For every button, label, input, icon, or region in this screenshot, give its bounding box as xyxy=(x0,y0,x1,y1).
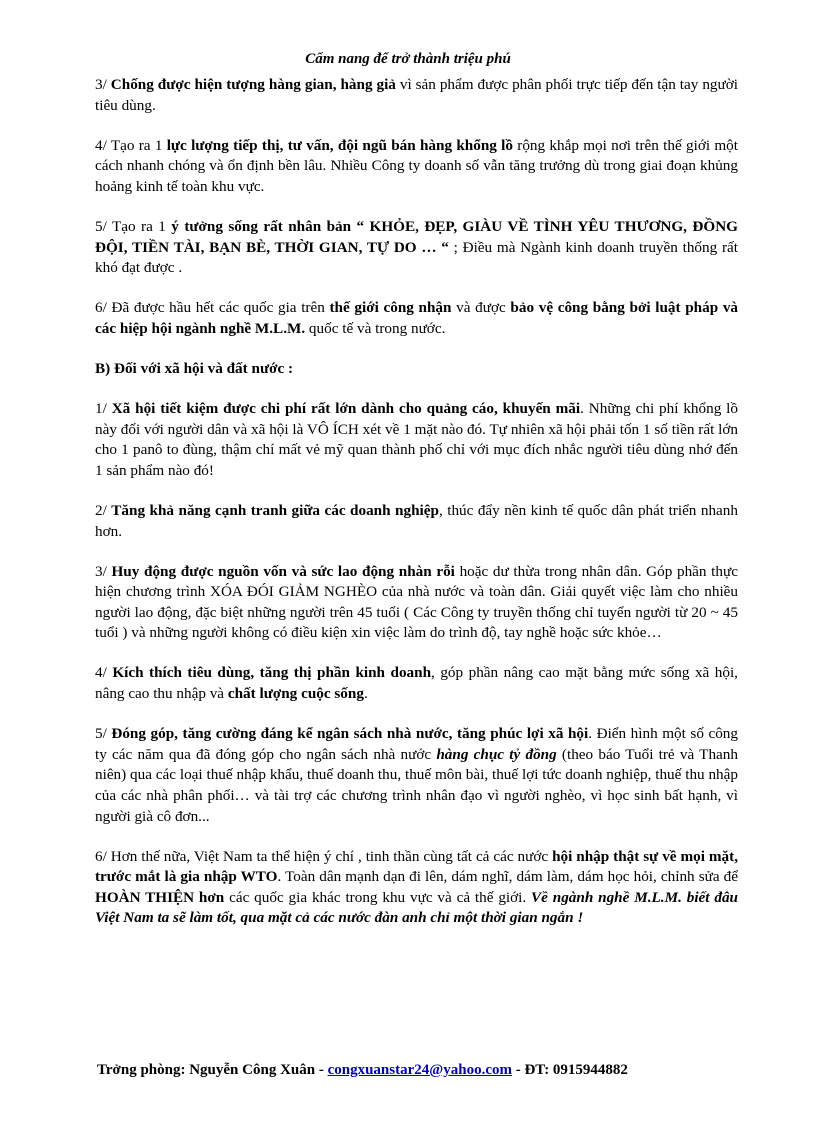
paragraph-a3: 3/ Chống được hiện tượng hàng gian, hàng giả vì sản phẩm được phân phối trực tiếp đến tận tay người tiêu dùng. xyxy=(95,76,738,114)
paragraph-b3: 3/ Huy động được nguồn vốn và sức lao động nhàn rỗi hoặc dư thừa trong nhân dân. Góp phần thực hiện chương trình XÓA ĐÓI GIẢM NGHÈO của nhà nước và toàn dân. Giải quyết việc làm cho nhiều người lao động, đặc biệt những người trên 45 tuổi ( Các Công ty truyền thống chỉ tuyển người từ 20 ~ 45 tuổi ) và những người không có điều kiện xin việc làm do trình độ, tay nghề hoặc sức khỏe… xyxy=(95,562,738,642)
page-header: Cẩm nang để trở thành triệu phú xyxy=(305,51,511,67)
page-footer xyxy=(97,1060,737,1081)
email-link[interactable]: congxuanstar24@yahoo.com xyxy=(327,1062,512,1078)
footer-phone: - ĐT: 0915944882 xyxy=(511,1062,628,1078)
footer-author: Trởng phòng: Nguyễn Công Xuân - xyxy=(97,1062,328,1078)
document-body xyxy=(95,75,738,949)
paragraph-b5: 5/ Đóng góp, tăng cường đáng kể ngân sách nhà nước, tăng phúc lợi xã hội. Điển hình một số công ty các năm qua đã đóng góp cho ngân sách nhà nước hàng chục tỷ đồng (theo báo Tuổi trẻ và Thanh niên) qua các loại thuế nhập khẩu, thuế doanh thu, thuế môn bài, thuế lợi tức doanh nghiệp, thuế thu nhập của các nhà phân phối… và tài trợ các chương trình nhân đạo vì người nghèo, vì học sinh bất hạnh, vì người già cô đơn... xyxy=(95,725,738,825)
paragraph-b6: 6/ Hơn thế nữa, Việt Nam ta thể hiện ý chí , tinh thần cùng tất cả các nước hội nhập thật sự về mọi mặt, trước mắt là gia nhập WTO. Toàn dân mạnh dạn đi lên, dám nghĩ, dám làm, dám học hỏi, chỉnh sửa để HOÀN THIỆN hơn các quốc gia khác trong khu vực và cả thế giới. Về ngành nghề M.L.M. biết đâu Việt Nam ta sẽ làm tốt, qua mặt cả các nước đàn anh chỉ một thời gian ngắn ! xyxy=(95,847,739,927)
paragraph-a5: 5/ Tạo ra 1 ý tưởng sống rất nhân bản “ KHỎE, ĐẸP, GIÀU VỀ TÌNH YÊU THƯƠNG, ĐỒNG ĐỘI, TIỀN TÀI, BẠN BÈ, THỜI GIAN, TỰ DO … “ ; Điều mà Ngành kinh doanh truyền thống rất khó đạt được . xyxy=(95,217,738,277)
section-heading-b: B) Đối với xã hội và đất nước : xyxy=(95,359,294,377)
paragraph-b4: 4/ Kích thích tiêu dùng, tăng thị phần kinh doanh, góp phần nâng cao mặt bằng mức sống xã hội, nâng cao thu nhập và chất lượng cuộc sống. xyxy=(95,664,738,703)
paragraph-a4: 4/ Tạo ra 1 lực lượng tiếp thị, tư vấn, đội ngũ bán hàng khổng lồ rộng khắp mọi nơi trên thế giới một cách nhanh chóng và ổn định bền lâu. Nhiều Công ty doanh số vẫn tăng trưởng dù trong giai đoạn khủng hoảng kinh tế toàn khu vực. xyxy=(95,136,738,195)
paragraph-a6: 6/ Đã được hầu hết các quốc gia trên thế giới công nhận và được bảo vệ công bằng bởi luật pháp và các hiệp hội ngành nghề M.L.M. quốc tế và trong nước. xyxy=(95,299,739,337)
paragraph-b1: 1/ Xã hội tiết kiệm được chi phí rất lớn dành cho quảng cáo, khuyến mãi. Những chi phí khổng lồ này đối với người dân và xã hội là VÔ ÍCH xét về 1 mặt nào đó. Tự nhiên xã hội phải tốn 1 số tiền rất lớn cho 1 panô to đùng, thậm chí mất vẻ mỹ quan thành phố chỉ với mục đích nhắc người tiêu dùng nhớ đến 1 sản phẩm nào đó! xyxy=(95,400,738,479)
paragraph-b2: 2/ Tăng khả năng cạnh tranh giữa các doanh nghiệp, thúc đẩy nền kinh tế quốc dân phát triển nhanh hơn. xyxy=(95,501,738,540)
